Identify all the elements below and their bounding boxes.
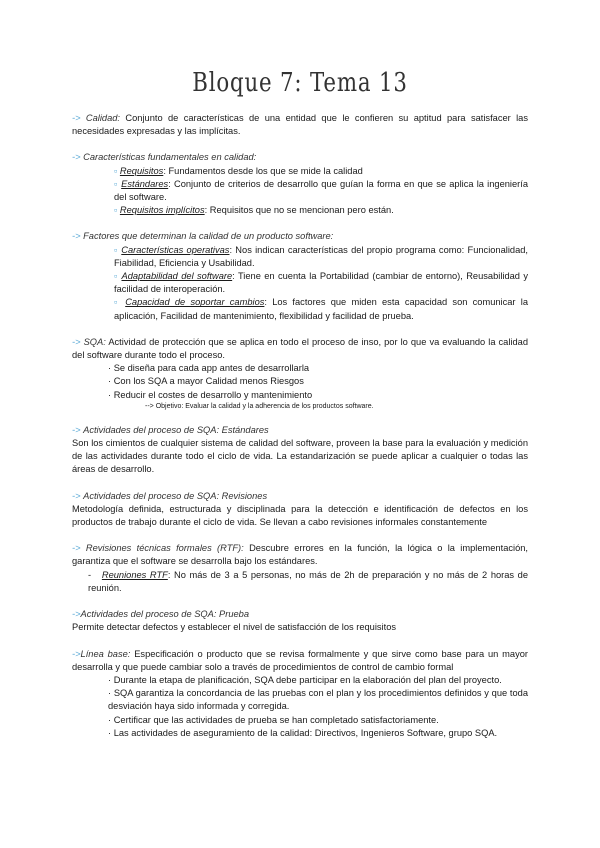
arrow-marker: -> [72,152,81,163]
item-term: Requisitos implícitos [119,205,205,216]
section-text: Metodología definida, estructurada y disciplinada para la detección e identificación de defectos en los productos de trabajo durante el ciclo de vida. Se llevan a cabo revisiones informales constantemente [72,503,528,528]
list-item [72,204,528,217]
objetivo-note: --> Objetivo: Evaluar la calidad y la adherencia de los productos software. [145,402,374,410]
section-heading: SQA: [83,336,106,347]
bullet-icon: ▫ [114,165,118,176]
section-heading: Actividades del proceso de SQA: Revisiones [83,490,268,501]
item-term: Adaptabilidad del software [121,271,233,282]
item-text: : Los factores que miden esta capacidad son comunicar la aplicación, Facilidad de mantenimiento, flexibilidad y facilidad de prueba. [114,297,528,321]
bullet-icon: ▫ [114,271,119,282]
arrow-marker: -> [72,543,81,554]
item-text: Reducir el costes de desarrollo y mantenimiento [113,389,313,400]
list-item: · Las actividades de aseguramiento de la calidad: Directivos, Ingenieros Software, grupo SQA. [108,727,498,738]
item-term: Características operativas [121,244,230,255]
section-heading: Actividades del proceso de SQA: Estándares [83,424,269,435]
item-text: Con los SQA a mayor Calidad menos Riesgos [113,376,304,387]
list-item: · Reducir el costes de desarrollo y mantenimiento [108,389,313,400]
section-caracteristicas [72,151,528,164]
item-text: : Fundamentos desde los que se mide la calidad [163,165,363,176]
section-text: Especificación o producto que se revisa formalmente y que sirve como base para un mayor desarrolla y que puede cambiar solo a través de procedimientos de control de cambio formal [72,648,528,672]
item-text: : Conjunto de criterios de desarrollo que guían la forma en que se aplica la ingeniería del software. [114,178,529,203]
section-rtf [72,542,528,568]
arrow-marker: -> [72,424,81,435]
list-item: · Durante la etapa de planificación, SQA debe participar en la elaboración del plan del proyecto. [108,674,502,685]
list-item [72,296,528,322]
list-item [72,178,528,204]
list-item: · Se diseña para cada app antes de desarrollarla [108,363,310,374]
list-item [72,244,528,270]
list-item: · SQA garantiza la concordancia de las pruebas con el plan y los procedimientos definidos y que toda desviación haya sido informada y corregida. [108,688,528,712]
section-heading: Actividades del proceso de SQA: Prueba [80,609,250,620]
section-text: Son los cimientos de cualquier sistema de calidad del software, proveen la base para la evaluación y medición de las actividades durante todo el ciclo de vida. La estandarización se puede aplicar a cualquier o todas las áreas de desarrollo. [72,438,528,475]
list-item [72,270,528,296]
list-item: · Con los SQA a mayor Calidad menos Riesgos [108,376,304,387]
item-text: : Nos indican características del propio programa como: Funcionalidad, Fiabilidad, Eficiencia y Usabilidad. [114,244,528,268]
document-body [72,112,528,740]
item-text: Se diseña para cada app antes de desarrollarla [113,363,310,374]
arrow-marker: -> [72,609,81,620]
item-text: SQA garantiza la concordancia de las pruebas con el plan y los procedimientos definidos y que toda desviación haya sido informada y corregida. [108,688,528,712]
item-term: Reuniones RTF [101,569,168,580]
section-text: Permite detectar defectos y establecer el nivel de satisfacción de los requisitos [72,622,397,633]
section-heading: Factores que determinan la calidad de un producto software: [83,231,334,242]
section-text: Actividad de protección que se aplica en todo el proceso de inso, por lo que va evaluando la calidad del software durante todo el proceso. [72,336,528,361]
item-term: Requisitos [119,165,164,176]
list-item: · Certificar que las actividades de prueba se han completado satisfactoriamente. [108,714,439,725]
arrow-marker: -> [72,336,81,347]
list-item: - Reuniones RTF: No más de 3 a 5 personas, no más de 2h de preparación y no más de 2 horas de reunión. [88,569,529,593]
section-factores [72,230,528,243]
item-text: Durante la etapa de planificación, SQA debe participar en la elaboración del plan del proyecto. [113,674,502,685]
section-prueba [72,608,528,621]
section-text: Descubre errores en la función, la lógica o la implementación, garantiza que el software se desarrolla bajo los estándares. [72,543,528,567]
section-heading: Calidad: [85,113,121,123]
arrow-marker: -> [72,648,81,659]
section-sqa [72,336,528,362]
arrow-marker: -> [72,113,81,123]
section-revisiones [72,490,528,503]
bullet-icon: ▫ [114,178,118,189]
arrow-marker: -> [72,231,81,242]
bullet-icon: ▫ [114,297,120,308]
item-term: Estándares [121,178,169,189]
bullet-icon: ▫ [114,205,118,216]
item-text: : No más de 3 a 5 personas, no más de 2h de preparación y no más de 2 horas de reunión. [88,569,529,593]
section-heading: Línea base: [80,648,131,659]
section-linea-base [72,648,528,674]
arrow-marker: -> [72,490,81,501]
section-calidad [72,112,528,138]
item-text: : Requisitos que no se mencionan pero están. [204,205,394,216]
item-text: Las actividades de aseguramiento de la calidad: Directivos, Ingenieros Software, grupo SQA. [113,727,498,738]
item-text: Certificar que las actividades de prueba se han completado satisfactoriamente. [113,714,439,725]
page-title: Bloque 7: Tema 13 [192,68,408,98]
section-text: Conjunto de características de una entidad que le confieren su aptitud para satisfacer las necesidades expresadas y las implícitas. [72,113,528,137]
section-heading: Revisiones técnicas formales (RTF): [85,543,244,554]
section-estandares [72,424,528,437]
item-term: Capacidad de soportar cambios [125,297,265,308]
item-text: : Tiene en cuenta la Portabilidad (cambiar de entorno), Reusabilidad y facilidad de interoperación. [114,271,529,295]
section-heading: Características fundamentales en calidad: [83,152,257,163]
list-item [72,165,528,178]
bullet-icon: ▫ [114,244,118,255]
